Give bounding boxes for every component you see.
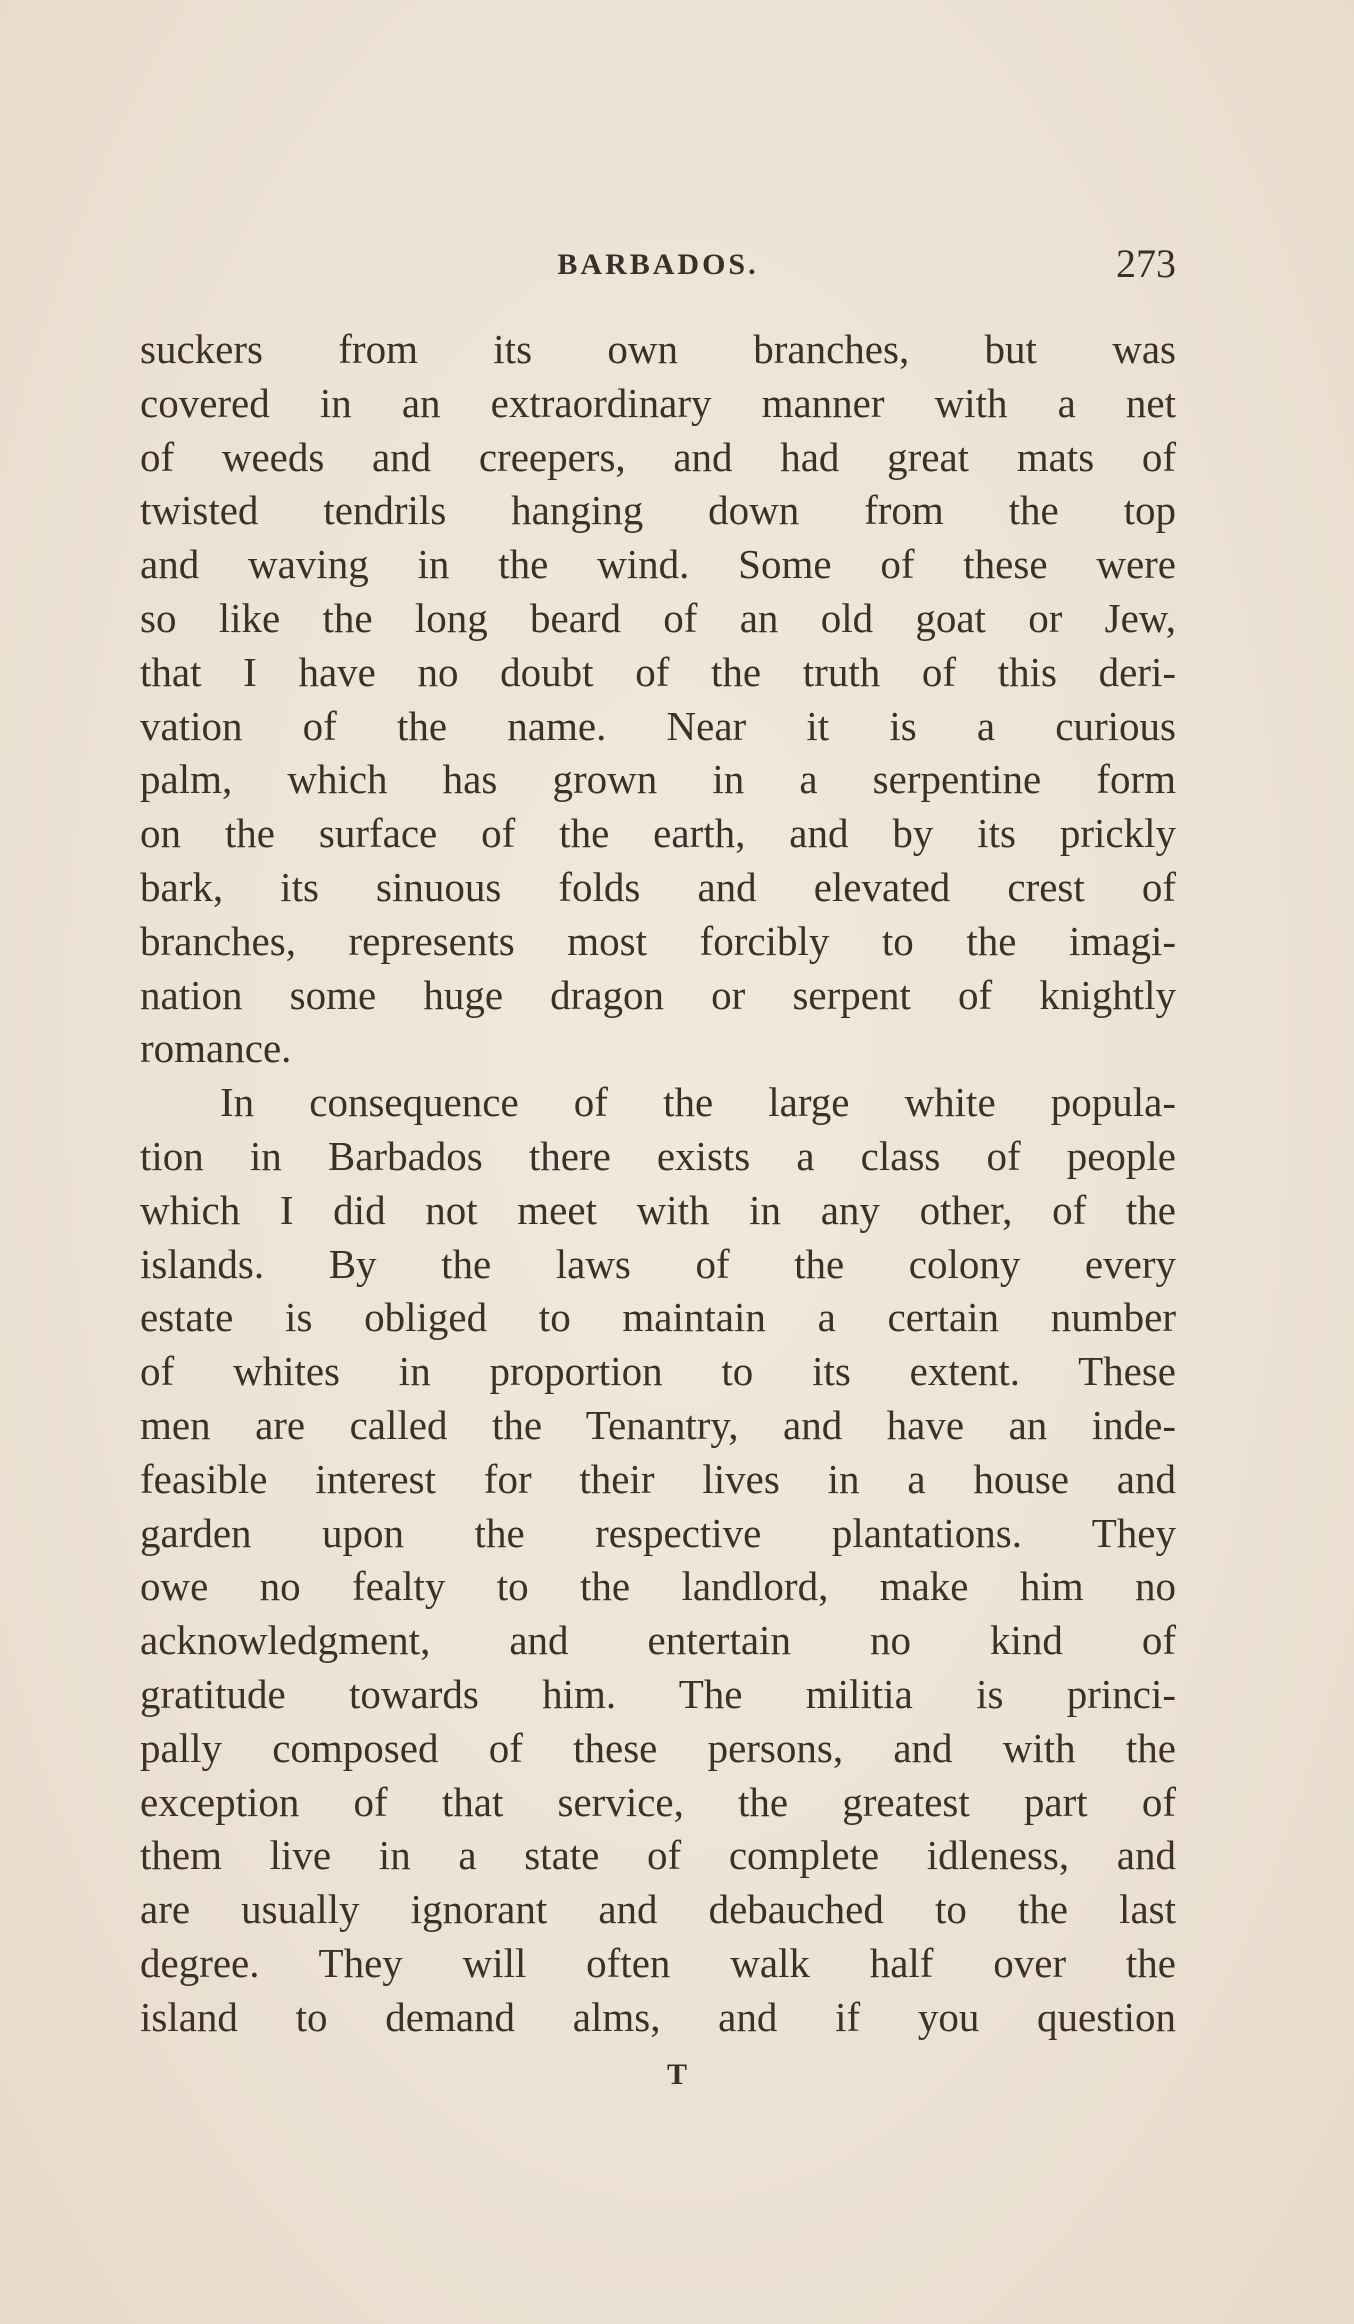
text-line: of weeds and creepers, and had great mats of bbox=[140, 433, 1176, 480]
text-line: suckers from its own branches, but was bbox=[140, 326, 1176, 372]
text-line: men are called the Tenantry, and have an inde- bbox=[140, 1401, 1176, 1448]
text-line: nation some huge dragon or serpent of knightly bbox=[140, 971, 1176, 1018]
text-line: vation of the name. Near it is a curious bbox=[140, 702, 1176, 749]
text-line: exception of that service, the greatest part of bbox=[140, 1778, 1176, 1825]
text-line: romance. bbox=[140, 1025, 292, 1072]
text-line: island to demand alms, and if you question bbox=[140, 1993, 1176, 2040]
text-line: feasible interest for their lives in a house and bbox=[140, 1455, 1176, 1502]
text-line: bark, its sinuous folds and elevated crest of bbox=[140, 863, 1176, 910]
text-line: pally composed of these persons, and with the bbox=[140, 1724, 1176, 1771]
text-line: branches, represents most forcibly to the imagi- bbox=[140, 917, 1176, 964]
text-line: of whites in proportion to its extent. These bbox=[140, 1348, 1176, 1395]
text-line: In consequence of the large white popula- bbox=[220, 1079, 1176, 1126]
page-number: 273 bbox=[1116, 241, 1176, 286]
text-line: on the surface of the earth, and by its prickly bbox=[140, 810, 1176, 857]
text-line: covered in an extraordinary manner with a net bbox=[140, 379, 1176, 426]
text-line: owe no fealty to the landlord, make him no bbox=[140, 1563, 1176, 1610]
text-line: islands. By the laws of the colony every bbox=[140, 1240, 1176, 1287]
text-line: degree. They will often walk half over the bbox=[140, 1939, 1176, 1986]
text-line: are usually ignorant and debauched to the last bbox=[140, 1886, 1176, 1933]
running-title: BARBADOS. bbox=[557, 248, 759, 281]
text-line: twisted tendrils hanging down from the top bbox=[140, 487, 1176, 534]
text-line: and waving in the wind. Some of these were bbox=[140, 541, 1176, 588]
text-line: acknowledgment, and entertain no kind of bbox=[140, 1617, 1176, 1664]
text-line: gratitude towards him. The militia is princi- bbox=[140, 1670, 1176, 1717]
text-line: which I did not meet with in any other, of the bbox=[140, 1186, 1176, 1233]
signature-mark: T bbox=[666, 2058, 687, 2091]
paragraph-1 bbox=[140, 323, 1176, 1076]
text-line: them live in a state of complete idleness, and bbox=[140, 1832, 1176, 1879]
text-line: palm, which has grown in a serpentine form bbox=[140, 756, 1176, 803]
text-line: garden upon the respective plantations. They bbox=[140, 1509, 1176, 1556]
paragraph-2 bbox=[140, 1076, 1176, 2044]
text-line: estate is obliged to maintain a certain number bbox=[140, 1294, 1176, 1341]
body-text bbox=[140, 323, 1176, 2045]
page-header bbox=[140, 240, 1176, 300]
text-line: so like the long beard of an old goat or Jew, bbox=[140, 594, 1176, 641]
text-line: tion in Barbados there exists a class of people bbox=[140, 1132, 1176, 1179]
text-line: that I have no doubt of the truth of this deri- bbox=[140, 648, 1176, 695]
